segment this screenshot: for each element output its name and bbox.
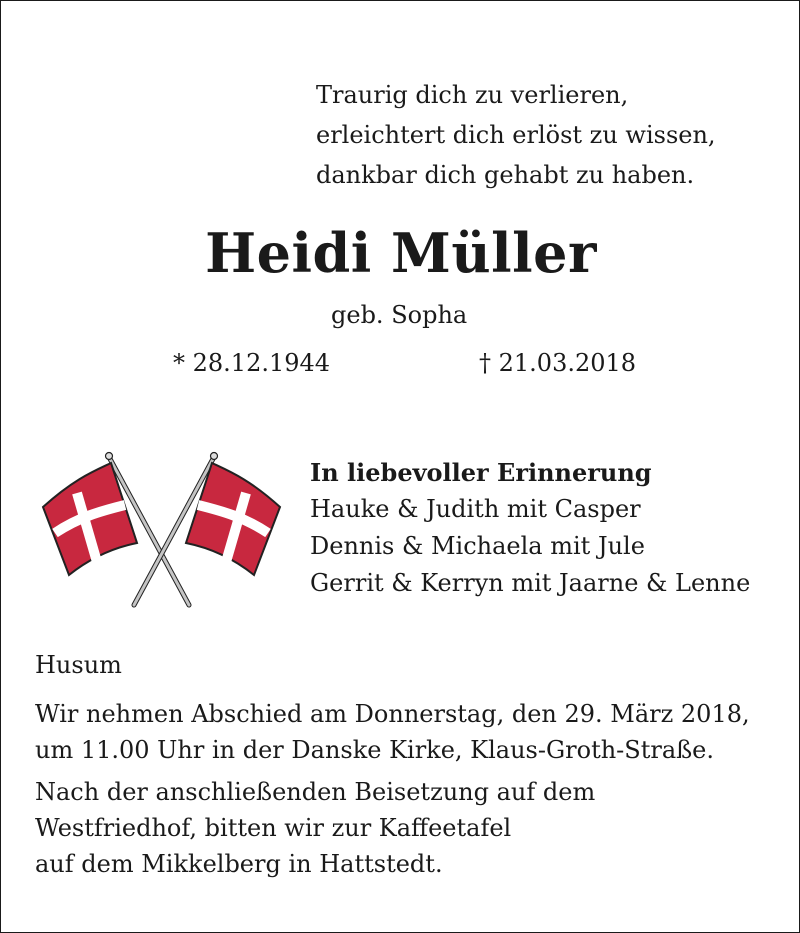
reception-line: auf dem Mikkelberg in Hattstedt. xyxy=(35,850,443,878)
deceased-name: Heidi Müller xyxy=(205,221,597,285)
memorial-poem xyxy=(316,75,716,195)
family-heading: In liebevoller Erinnerung xyxy=(310,458,652,487)
birth-name: geb. Sopha xyxy=(331,301,468,329)
place-name: Husum xyxy=(35,651,122,679)
service-info xyxy=(35,696,750,768)
poem-line: erleichtert dich erlöst zu wissen, xyxy=(316,121,716,149)
death-date: † 21.03.2018 xyxy=(479,349,637,377)
reception-line: Nach der anschließenden Beisetzung auf dem xyxy=(35,778,596,806)
family-member: Hauke & Judith mit Casper xyxy=(310,495,641,523)
service-line: Wir nehmen Abschied am Donnerstag, den 29. März 2018, xyxy=(35,700,750,728)
danish-flags-crossed-icon xyxy=(39,449,284,611)
poem-line: dankbar dich gehabt zu haben. xyxy=(316,161,695,189)
reception-line: Westfriedhof, bitten wir zur Kaffeetafel xyxy=(35,814,512,842)
family-list xyxy=(310,454,750,602)
birth-date: * 28.12.1944 xyxy=(173,349,331,377)
family-member: Gerrit & Kerryn mit Jaarne & Lenne xyxy=(310,569,751,597)
reception-info xyxy=(35,774,595,882)
poem-line: Traurig dich zu verlieren, xyxy=(316,81,629,109)
family-member: Dennis & Michaela mit Jule xyxy=(310,532,645,560)
service-line: um 11.00 Uhr in der Danske Kirke, Klaus-Groth-Straße. xyxy=(35,736,715,764)
